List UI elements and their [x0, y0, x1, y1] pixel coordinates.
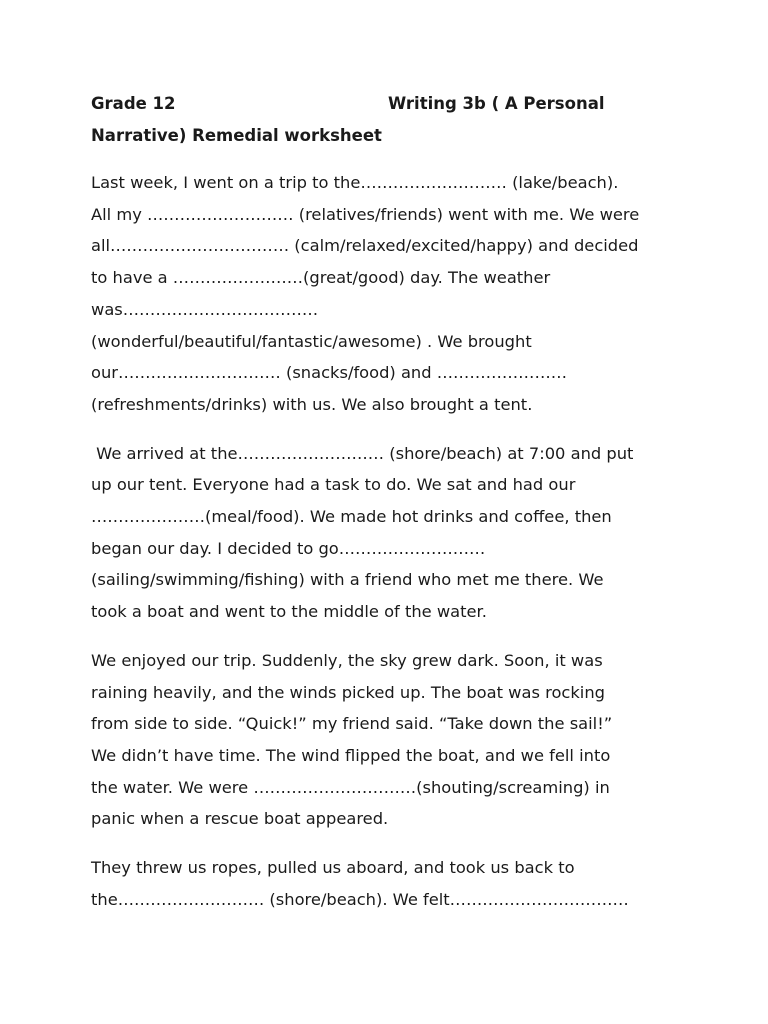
- text-line: We enjoyed our trip. Suddenly, the sky grew dark. Soon, it was: [91, 650, 603, 670]
- text-line: up our tent. Everyone had a task to do. We sat and had our: [91, 475, 576, 495]
- text-line: panic when a rescue boat appeared.: [91, 809, 389, 829]
- text-line: our………………………… (snacks/food) and ……………………: [91, 363, 568, 383]
- text-line: Last week, I went on a trip to the……………………… (lake/beach).: [91, 173, 619, 192]
- paragraph-1: [91, 167, 691, 421]
- text-line: All my ……………………… (relatives/friends) went with me. We were: [91, 204, 640, 224]
- text-line: was………………………………: [91, 299, 319, 319]
- grade-label: Grade 12: [91, 94, 176, 113]
- text-line: They threw us ropes, pulled us aboard, and took us back to: [91, 858, 575, 878]
- text-line: took a boat and went to the middle of the water.: [91, 602, 487, 622]
- text-line: (refreshments/drinks) with us. We also brought a tent.: [91, 394, 533, 414]
- text-line: from side to side. “Quick!” my friend said. “Take down the sail!”: [91, 714, 613, 734]
- paragraph-4: [91, 852, 691, 915]
- worksheet-heading: [91, 88, 691, 151]
- text-line: began our day. I decided to go………………………: [91, 538, 486, 558]
- text-line: raining heavily, and the winds picked up. The boat was rocking: [91, 682, 605, 702]
- text-line: the……………………… (shore/beach). We felt……………………………: [91, 889, 629, 909]
- text-line: the water. We were …………………………(shouting/screaming) in: [91, 777, 610, 797]
- title-part-1: Writing 3b ( A Personal: [388, 94, 605, 113]
- text-line: We didn’t have time. The wind flipped the boat, and we fell into: [91, 745, 611, 765]
- text-line: …………………(meal/food). We made hot drinks and coffee, then: [91, 507, 612, 527]
- paragraph-2: [91, 438, 691, 628]
- title-part-2: Narrative) Remedial worksheet: [91, 125, 382, 145]
- text-line: We arrived at the……………………… (shore/beach) at 7:00 and put: [91, 443, 634, 463]
- text-line: to have a ……………………(great/good) day. The weather: [91, 268, 551, 288]
- text-line: (sailing/swimming/fishing) with a friend who met me there. We: [91, 570, 604, 590]
- text-line: all…………………………… (calm/relaxed/excited/happy) and decided: [91, 236, 639, 256]
- text-line: (wonderful/beautiful/fantastic/awesome) . We brought: [91, 331, 532, 351]
- worksheet-content: [91, 88, 691, 932]
- heading-line-1: [91, 88, 691, 120]
- paragraph-3: [91, 645, 691, 835]
